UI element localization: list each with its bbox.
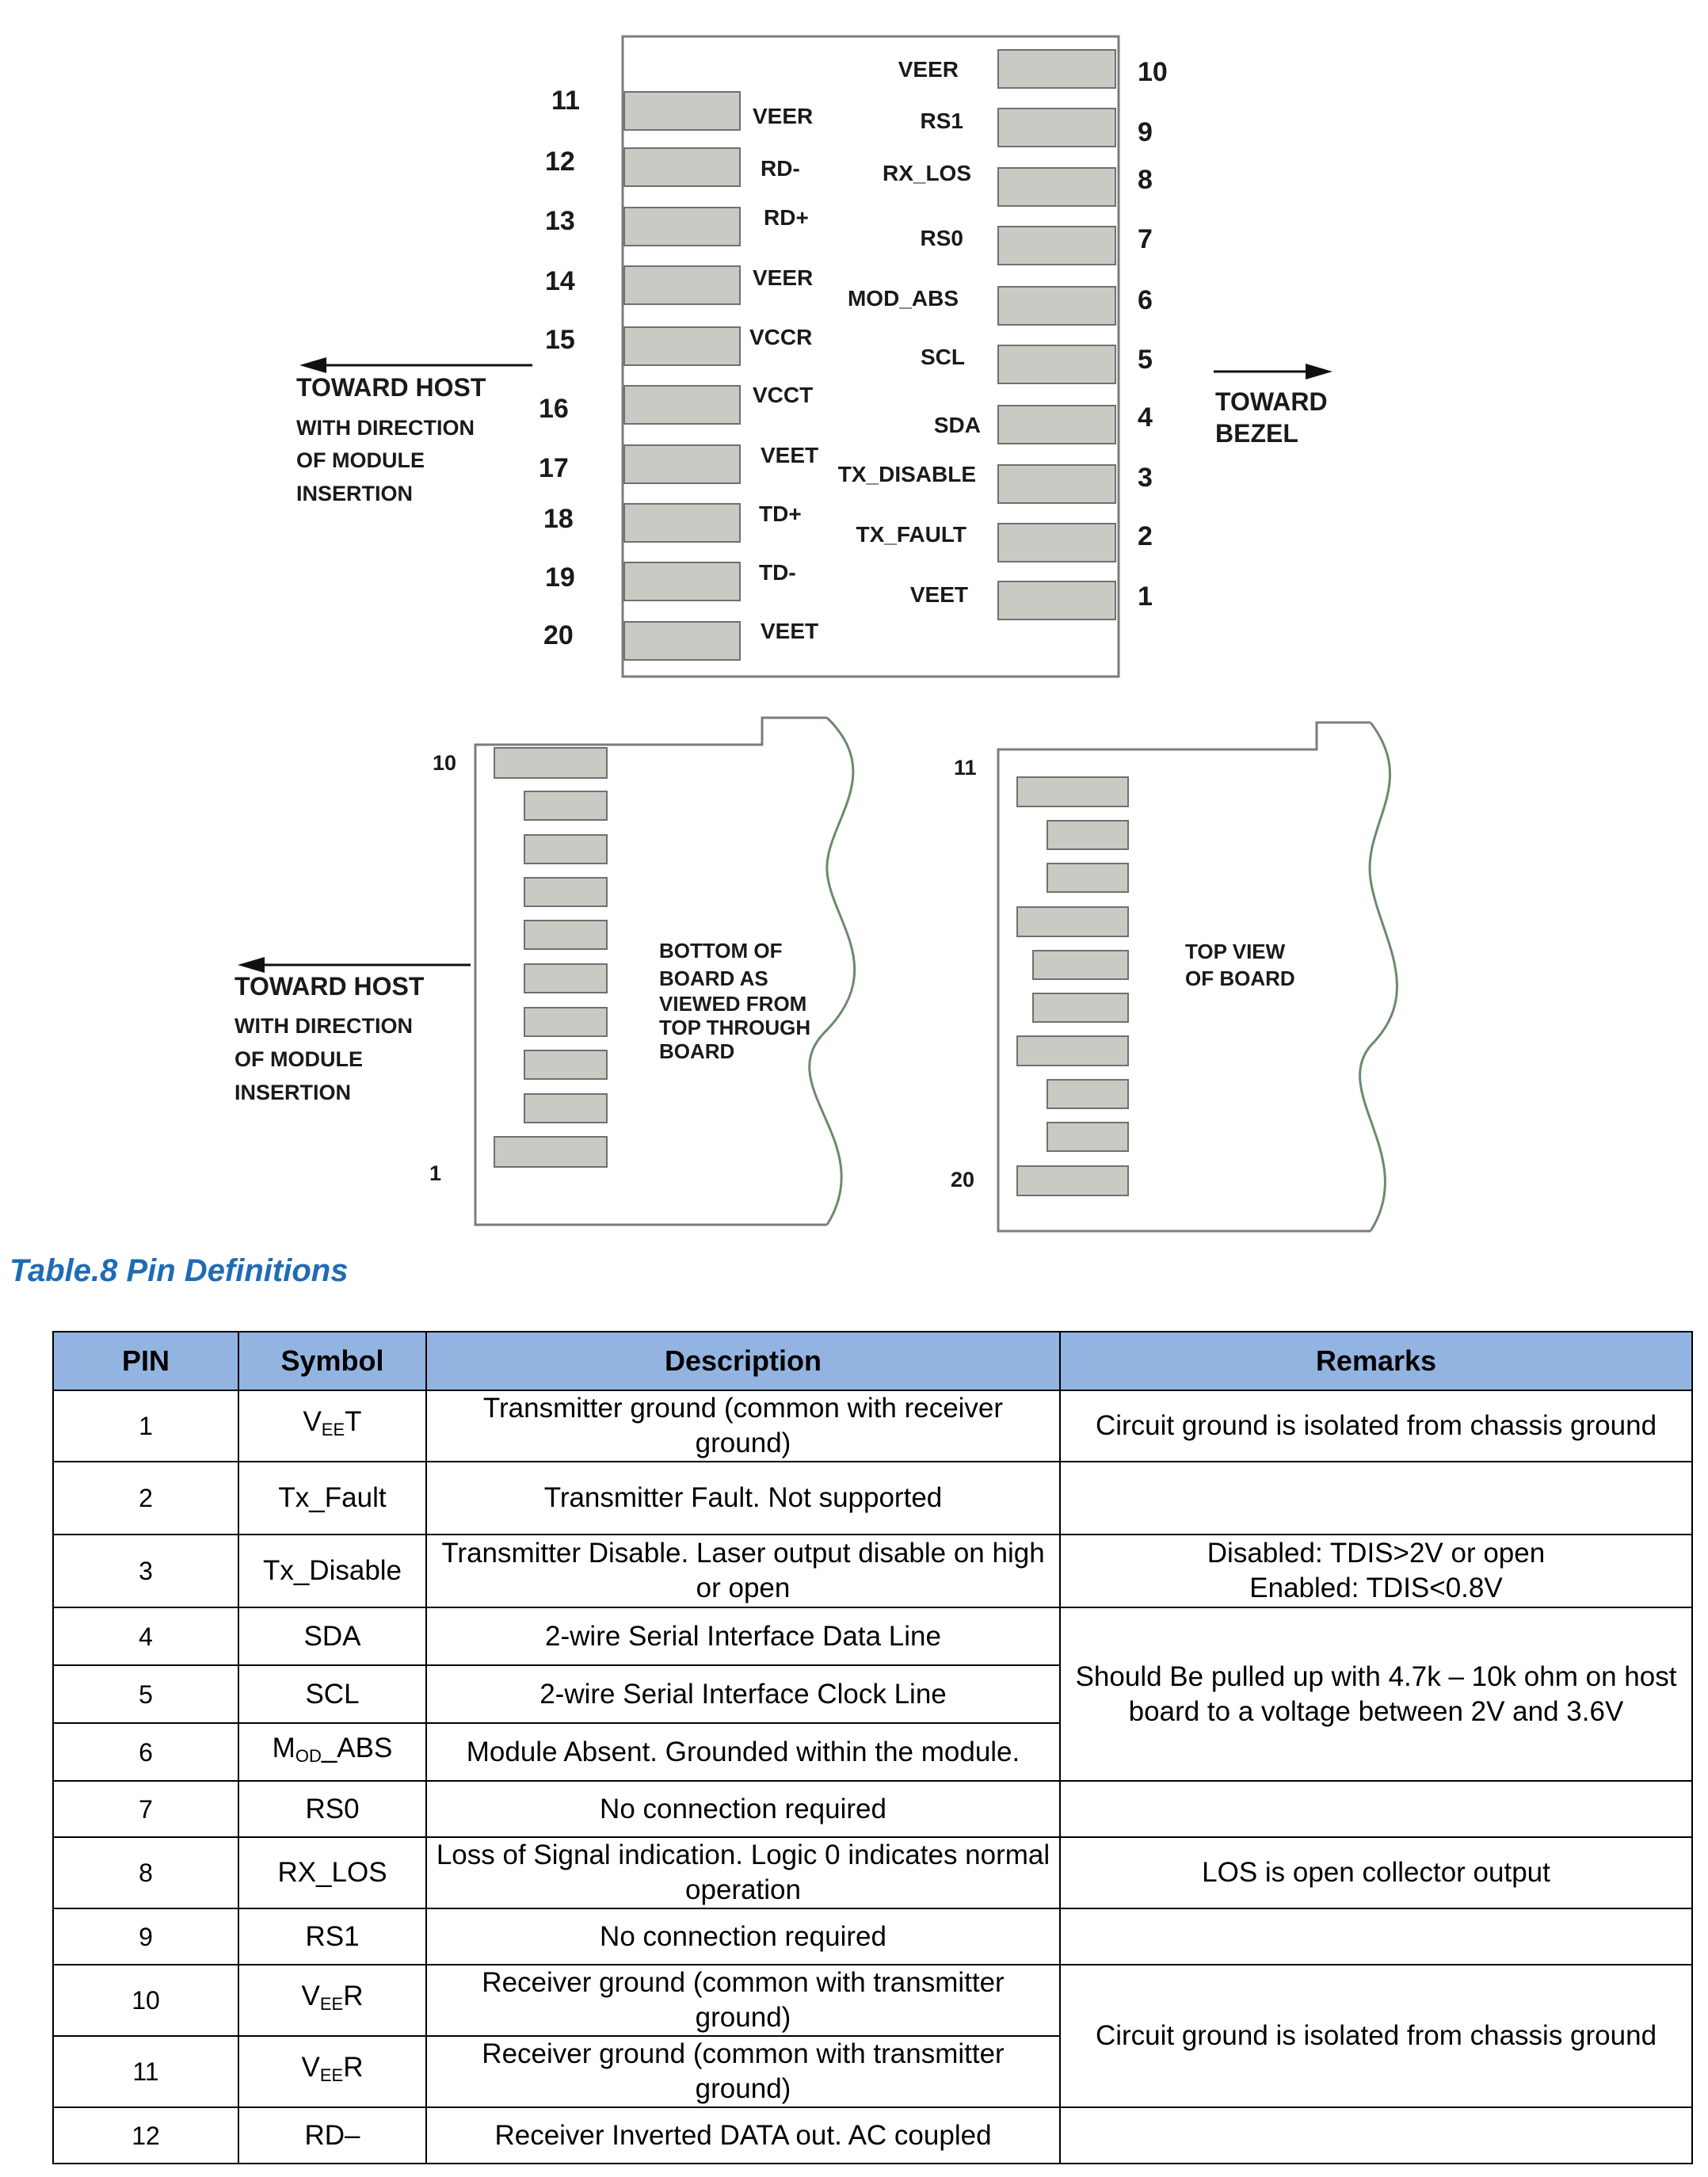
pin-number: 16: [539, 394, 569, 424]
pin-cell: 1: [53, 1390, 238, 1462]
pad-15: [624, 327, 740, 365]
signal-label: RD-: [761, 156, 800, 181]
symbol-subscript: EE: [321, 1420, 345, 1439]
pad-top: [1033, 951, 1128, 979]
pad-20: [624, 622, 740, 660]
top-board-wave: [1360, 722, 1397, 1231]
caption-line: BOARD AS: [659, 966, 768, 990]
right-pads: [998, 50, 1115, 620]
remarks-cell: [1060, 1535, 1692, 1607]
top-board-last-pin: 20: [951, 1168, 975, 1191]
pin-cell: 2: [53, 1462, 238, 1535]
pad-bottom: [524, 964, 607, 993]
right-signal-labels: [838, 57, 981, 607]
description-cell: Transmitter Fault. Not supported: [426, 1462, 1060, 1535]
pin-number: 1: [1138, 581, 1153, 612]
pad-14: [624, 266, 740, 304]
signal-label: VEER: [753, 265, 814, 290]
toward-host-line: TOWARD HOST: [296, 373, 486, 402]
host-arrowhead-2: [238, 957, 265, 973]
description-cell: Transmitter ground (common with receiver ground): [426, 1390, 1060, 1462]
symbol-suffix: T: [345, 1406, 362, 1437]
description-cell: Module Absent. Grounded within the module.: [426, 1723, 1060, 1781]
signal-label: TX_FAULT: [856, 522, 966, 547]
pad-bottom: [524, 1008, 607, 1036]
toward-host-line: INSERTION: [296, 482, 414, 505]
pin-number: 17: [539, 453, 569, 483]
remarks-cell: [1060, 2107, 1692, 2164]
pin-number: 19: [545, 562, 575, 593]
header-remarks: Remarks: [1060, 1332, 1692, 1390]
bottom-board-first-pin: 10: [433, 751, 457, 775]
symbol-cell: Tx_Fault: [238, 1462, 426, 1535]
header-pin: PIN: [53, 1332, 238, 1390]
signal-label: SCL: [921, 345, 965, 369]
remarks-cell: Circuit ground is isolated from chassis ground: [1060, 1965, 1692, 2107]
description-cell: No connection required: [426, 1908, 1060, 1965]
symbol-base: V: [301, 1981, 320, 2011]
table-row: [53, 2107, 1692, 2164]
symbol-cell: RS0: [238, 1781, 426, 1837]
remarks-cell: LOS is open collector output: [1060, 1837, 1692, 1908]
pad-bottom-10: [494, 748, 607, 778]
signal-label: VEET: [909, 582, 968, 607]
symbol-cell: [238, 1723, 426, 1781]
pad-bottom: [524, 835, 607, 864]
pin-cell: 5: [53, 1665, 238, 1723]
pin-cell: 8: [53, 1837, 238, 1908]
description-cell: Receiver ground (common with transmitter ground): [426, 1965, 1060, 2036]
table-row: [53, 1908, 1692, 1965]
pad-bottom-1: [494, 1137, 607, 1167]
symbol-cell: [238, 1965, 426, 2036]
remarks-cell: [1060, 1908, 1692, 1965]
pad-11: [624, 92, 740, 130]
pad-top-20: [1017, 1166, 1128, 1195]
pin-number: 20: [543, 620, 574, 650]
top-board-caption: [1185, 940, 1295, 990]
description-cell: 2-wire Serial Interface Clock Line: [426, 1665, 1060, 1723]
signal-label: VCCR: [749, 325, 813, 349]
pad-bottom: [524, 791, 607, 820]
pad-6: [998, 287, 1115, 325]
pad-9: [998, 109, 1115, 147]
table-row: [53, 1837, 1692, 1908]
pad-top: [1047, 1123, 1128, 1151]
symbol-base: M: [272, 1732, 295, 1763]
description-cell: 2-wire Serial Interface Data Line: [426, 1607, 1060, 1665]
signal-label: RS1: [920, 109, 963, 133]
signal-label: RD+: [764, 205, 809, 230]
caption-line: TOP VIEW: [1185, 940, 1286, 963]
pad-bottom: [524, 921, 607, 949]
signal-label: RX_LOS: [882, 161, 971, 185]
caption-line: TOP THROUGH: [659, 1016, 811, 1039]
pin-cell: 7: [53, 1781, 238, 1837]
symbol-cell: [238, 1390, 426, 1462]
pin-number: 12: [545, 147, 575, 177]
toward-host-line: INSERTION: [234, 1081, 352, 1104]
toward-host-line: WITH DIRECTION: [234, 1014, 413, 1038]
toward-host-line: OF MODULE: [296, 448, 425, 472]
pad-4: [998, 406, 1115, 444]
pin-cell: 10: [53, 1965, 238, 2036]
pin-number: 7: [1138, 224, 1153, 254]
pin-cell: 4: [53, 1607, 238, 1665]
caption-line: BOTTOM OF: [659, 939, 783, 963]
description-cell: Receiver ground (common with transmitter ground): [426, 2036, 1060, 2107]
symbol-cell: [238, 2036, 426, 2107]
symbol-cell: RS1: [238, 1908, 426, 1965]
pin-cell: 6: [53, 1723, 238, 1781]
toward-bezel-label: [1215, 387, 1328, 448]
pad-19: [624, 562, 740, 600]
symbol-subscript: EE: [319, 2065, 344, 2085]
toward-host-label: [296, 373, 486, 505]
symbol-cell: RD–: [238, 2107, 426, 2164]
symbol-suffix: R: [343, 2052, 364, 2083]
header-description: Description: [426, 1332, 1060, 1390]
pin-definitions-table: [52, 1331, 1693, 2164]
remark-line: Disabled: TDIS>2V or open: [1207, 1538, 1546, 1569]
pin-number: 15: [545, 325, 575, 355]
bottom-board-caption: [659, 939, 810, 1063]
table-header-row: [53, 1332, 1692, 1390]
pad-top: [1047, 821, 1128, 849]
signal-label: VEET: [761, 443, 819, 467]
symbol-base: V: [301, 2052, 320, 2083]
signal-label: VEER: [898, 57, 959, 82]
caption-line: OF BOARD: [1185, 966, 1295, 990]
pin-cell: 9: [53, 1908, 238, 1965]
table-row: [53, 1607, 1692, 1665]
signal-label: TX_DISABLE: [837, 462, 976, 486]
pad-1: [998, 581, 1115, 620]
pin-number: 3: [1138, 463, 1153, 493]
pad-3: [998, 465, 1115, 503]
symbol-subscript: OD: [295, 1745, 322, 1766]
signal-label: VEER: [753, 104, 814, 128]
symbol-cell: Tx_Disable: [238, 1535, 426, 1607]
pin-cell: 3: [53, 1535, 238, 1607]
bottom-board-pads: [494, 748, 607, 1167]
table-row: [53, 1390, 1692, 1462]
table-row: [53, 1781, 1692, 1837]
remark-line: Enabled: TDIS<0.8V: [1249, 1573, 1503, 1603]
bezel-arrowhead: [1306, 364, 1332, 379]
pad-bottom: [524, 878, 607, 906]
signal-label: VCCT: [753, 383, 814, 407]
top-board-pads: [1017, 777, 1128, 1195]
caption-line: VIEWED FROM: [659, 992, 807, 1016]
left-pads: [624, 92, 740, 660]
symbol-cell: SDA: [238, 1607, 426, 1665]
bottom-board-wave: [810, 718, 855, 1225]
pin-number: 11: [551, 86, 580, 116]
pad-10: [998, 50, 1115, 88]
pad-5: [998, 345, 1115, 383]
remarks-cell: Should Be pulled up with 4.7k – 10k ohm on host board to a voltage between 2V and 3.6V: [1060, 1607, 1692, 1781]
pad-12: [624, 148, 740, 186]
pad-top-11: [1017, 777, 1128, 806]
toward-host-line: WITH DIRECTION: [296, 416, 475, 440]
description-cell: Receiver Inverted DATA out. AC coupled: [426, 2107, 1060, 2164]
bottom-board-last-pin: 1: [429, 1161, 442, 1185]
caption-line: BOARD: [659, 1039, 735, 1063]
pad-2: [998, 524, 1115, 562]
description-cell: Transmitter Disable. Laser output disable on high or open: [426, 1535, 1060, 1607]
table-row: [53, 1462, 1692, 1535]
symbol-cell: SCL: [238, 1665, 426, 1723]
symbol-subscript: EE: [319, 1994, 344, 2014]
pin-number: 5: [1138, 345, 1153, 375]
pad-top: [1047, 1080, 1128, 1108]
pad-16: [624, 386, 740, 424]
toward-host-line: TOWARD HOST: [234, 972, 425, 1001]
pad-bottom: [524, 1050, 607, 1079]
pin-number: 4: [1138, 402, 1153, 433]
table-row: [53, 1965, 1692, 2036]
top-board-first-pin: 11: [954, 756, 977, 780]
host-arrowhead: [299, 357, 326, 373]
description-cell: No connection required: [426, 1781, 1060, 1837]
signal-label: VEET: [761, 619, 819, 643]
symbol-base: V: [303, 1406, 322, 1437]
left-signal-labels: [749, 104, 818, 643]
pad-8: [998, 168, 1115, 206]
pin-number: 2: [1138, 521, 1153, 551]
remarks-cell: [1060, 1462, 1692, 1535]
symbol-suffix: R: [343, 1981, 364, 2011]
pin-number: 14: [545, 266, 575, 296]
remarks-cell: Circuit ground is isolated from chassis ground: [1060, 1390, 1692, 1462]
pad-18: [624, 504, 740, 542]
symbol-suffix: _ABS: [321, 1732, 393, 1763]
header-symbol: Symbol: [238, 1332, 426, 1390]
toward-host-label-2: [234, 972, 425, 1104]
table-title: Table.8 Pin Definitions: [10, 1253, 349, 1288]
toward-host-line: OF MODULE: [234, 1047, 363, 1071]
pad-top: [1047, 864, 1128, 892]
pin-number: 13: [545, 206, 575, 236]
pin-cell: 12: [53, 2107, 238, 2164]
pin-cell: 11: [53, 2036, 238, 2107]
pin-number: 18: [543, 504, 574, 534]
signal-label: RS0: [920, 226, 963, 250]
pin-number: 10: [1138, 57, 1168, 87]
description-cell: Loss of Signal indication. Logic 0 indicates normal operation: [426, 1837, 1060, 1908]
pad-13: [624, 208, 740, 246]
signal-label: TD-: [759, 560, 796, 585]
pad-bottom: [524, 1094, 607, 1123]
pad-7: [998, 227, 1115, 265]
pad-top: [1017, 1036, 1128, 1066]
signal-label: TD+: [759, 501, 802, 526]
pad-top: [1017, 907, 1128, 936]
remarks-cell: [1060, 1781, 1692, 1837]
signal-label: SDA: [933, 413, 981, 437]
toward-bezel-line: TOWARD: [1215, 387, 1328, 416]
symbol-cell: RX_LOS: [238, 1837, 426, 1908]
toward-bezel-line: BEZEL: [1215, 419, 1298, 448]
signal-label: MOD_ABS: [847, 286, 959, 311]
right-pin-numbers: [1138, 57, 1168, 612]
pin-number: 8: [1138, 165, 1153, 195]
pin-number: 6: [1138, 285, 1153, 315]
left-pin-numbers: [539, 86, 580, 650]
pad-top: [1033, 993, 1128, 1022]
pin-number: 9: [1138, 117, 1153, 147]
table-row: [53, 1535, 1692, 1607]
pad-17: [624, 445, 740, 483]
